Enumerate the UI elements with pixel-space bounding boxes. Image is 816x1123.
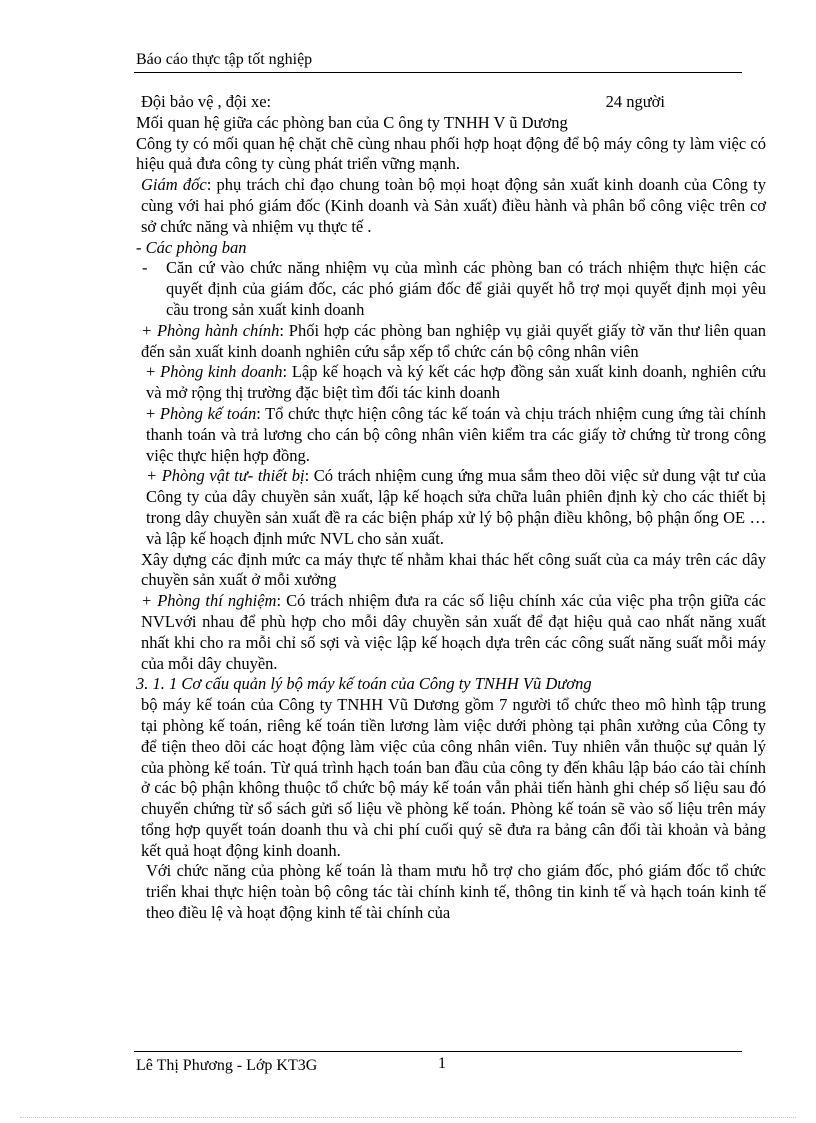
accounting-prefix: + [146, 403, 160, 423]
lab-paragraph [136, 591, 766, 674]
departments-label: - Các phòng ban [136, 237, 247, 257]
accounting-text: : Tổ chức thực hiện công tác kế toán và chịu trách nhiệm cung ứng tài chính thanh toán và trả lương cho cán bộ công nhân viên kiểm tra các giấy tờ chứng từ trong công việc thực hiện hợp đồng. [146, 403, 767, 465]
document-body [136, 92, 766, 924]
header-divider [134, 72, 742, 73]
director-text: : phụ trách chỉ đạo chung toàn bộ mọi hoạt động sản xuất kinh doanh của Công ty cùng với hai phó giám đốc (Kinh doanh và Sản xuất) điều hành và phân bổ công việc trên cơ sở chức năng và nhiệm vụ thực tế . [141, 175, 766, 236]
bullet-item [136, 258, 766, 320]
running-header: Báo cáo thực tập tốt nghiệp [136, 51, 313, 68]
sales-paragraph [136, 362, 766, 404]
admin-label: + Phòng hành chính [141, 320, 280, 340]
section-heading: 3. 1. 1 Cơ cấu quản lý bộ máy kế toán của Công ty TNHH Vũ Dương [136, 674, 592, 694]
admin-paragraph [136, 321, 766, 363]
material-paragraph [136, 466, 766, 549]
section-paragraph-1: bộ máy kế toán của Công ty TNHH Vũ Dương gồm 7 người tổ chức theo mô hình tập trung tại phòng kế toán, riêng kế toán tiền lương làm việc dưới phòng tại phân xưởng của Công ty để tiện theo dõi các hoạt động làm việc của công nhân viên. Tuy nhiên vẫn thuộc sự quản lý của phòng kế toán. Từ quá trình hạch toán ban đầu của công ty đến khâu lập báo cáo tài chính ở các bộ phận không thuộc tổ chức bộ máy kế toán vẫn phải tiến hành ghi chép số liệu sau đó chuyển chứng từ sổ sách gửi số liệu về phòng kế toán. Phòng kế toán sẽ vào số liệu trên máy tổng hợp quyết toán doanh thu và chi phí cuối quý sẽ đưa ra bảng cân đối tài khoản và bảng kết quả hoạt động kinh doanh. [141, 695, 766, 860]
accounting-paragraph [136, 404, 766, 466]
director-paragraph [136, 175, 766, 237]
bullet-text: Căn cứ vào chức năng nhiệm vụ của mình các phòng ban có trách nhiệm thực hiện các quyết định của giám đốc, các phó giám đốc để giải quyết hỗ trợ mọi quyết định mọi yêu cầu trong sản xuất kinh doanh [166, 258, 766, 319]
team-line [136, 92, 665, 113]
sales-text: : Lập kế hoạch và ký kết các hợp đồng sản xuất kinh doanh, nghiên cứu và mở rộng thị trường đặc biệt tìm đối tác kinh doanh [146, 362, 766, 403]
intro-paragraph: Công ty có mối quan hệ chặt chẽ cùng nhau phối hợp hoạt động để bộ máy công ty làm việc có hiệu quả đưa công ty cùng phát triển vững mạnh. [136, 133, 766, 174]
bullet-marker: - [142, 258, 148, 278]
lab-text: : Có trách nhiệm đưa ra các số liệu chính xác của việc pha trộn giữa các NVLvới nhau để phù hợp cho mỗi dây chuyền sản xuất để đạt hiệu quả cao nhất năng xuất nhất khi cho ra mỗi chỉ số sợi và việc lập kế hoạch dựa trên các công suất năng suất mỗi máy của mỗi dây chuyền. [141, 591, 766, 673]
page-number: 1 [438, 1055, 446, 1072]
team-label: Đội bảo vệ , đội xe: [141, 92, 272, 111]
team-count: 24 người [605, 92, 665, 111]
accounting-label: Phòng kế toán [159, 403, 257, 423]
relation-heading: Mối quan hệ giữa các phòng ban của C ông ty TNHH V ũ Dương [136, 112, 568, 132]
section-paragraph-2: Với chức năng của phòng kế toán là tham mưu hỗ trợ cho giám đốc, phó giám đốc tổ chức triển khai thực hiện toàn bộ công tác tài chính kinh tế, thông tin kinh tế và hạch toán kinh tế theo điều lệ và hoạt động kinh tế tài chính của [146, 861, 766, 923]
sales-prefix: + [146, 362, 161, 382]
material-text: : Có trách nhiệm cung ứng mua sắm theo dõi việc sử dung vật tư của Công ty của dây chuyền sản xuất, lập kế hoạch sửa chữa luân phiên định kỳ cho các thiết bị trong dây chuyền sản xuất đề ra các biện pháp xử lý bộ phận điều không, bộ phận ống OE …và lập kế hoạch định mức NVL cho sản xuất. [146, 466, 767, 548]
sales-label: Phòng kinh doanh [160, 362, 283, 382]
lab-label: + Phòng thí nghiệm [141, 591, 277, 611]
material-label: + Phòng vật tư- thiết bị [146, 466, 305, 486]
director-label: Giám đốc [141, 175, 207, 195]
admin-text: : Phối hợp các phòng ban nghiệp vụ giải quyết giấy tờ văn thư liên quan đến sản xuất kinh doanh nghiên cứu sắp xếp tổ chức cán bộ công nhân viên [141, 320, 766, 361]
page-bottom-border [20, 1117, 796, 1118]
footer-divider [134, 1051, 742, 1052]
footer-author: Lê Thị Phương - Lớp KT3G [136, 1057, 318, 1074]
norms-paragraph: Xây dựng các định mức ca máy thực tế nhằm khai thác hết công suất của ca máy trên các dây chuyền sản xuất ở mỗi xưởng [141, 549, 766, 590]
